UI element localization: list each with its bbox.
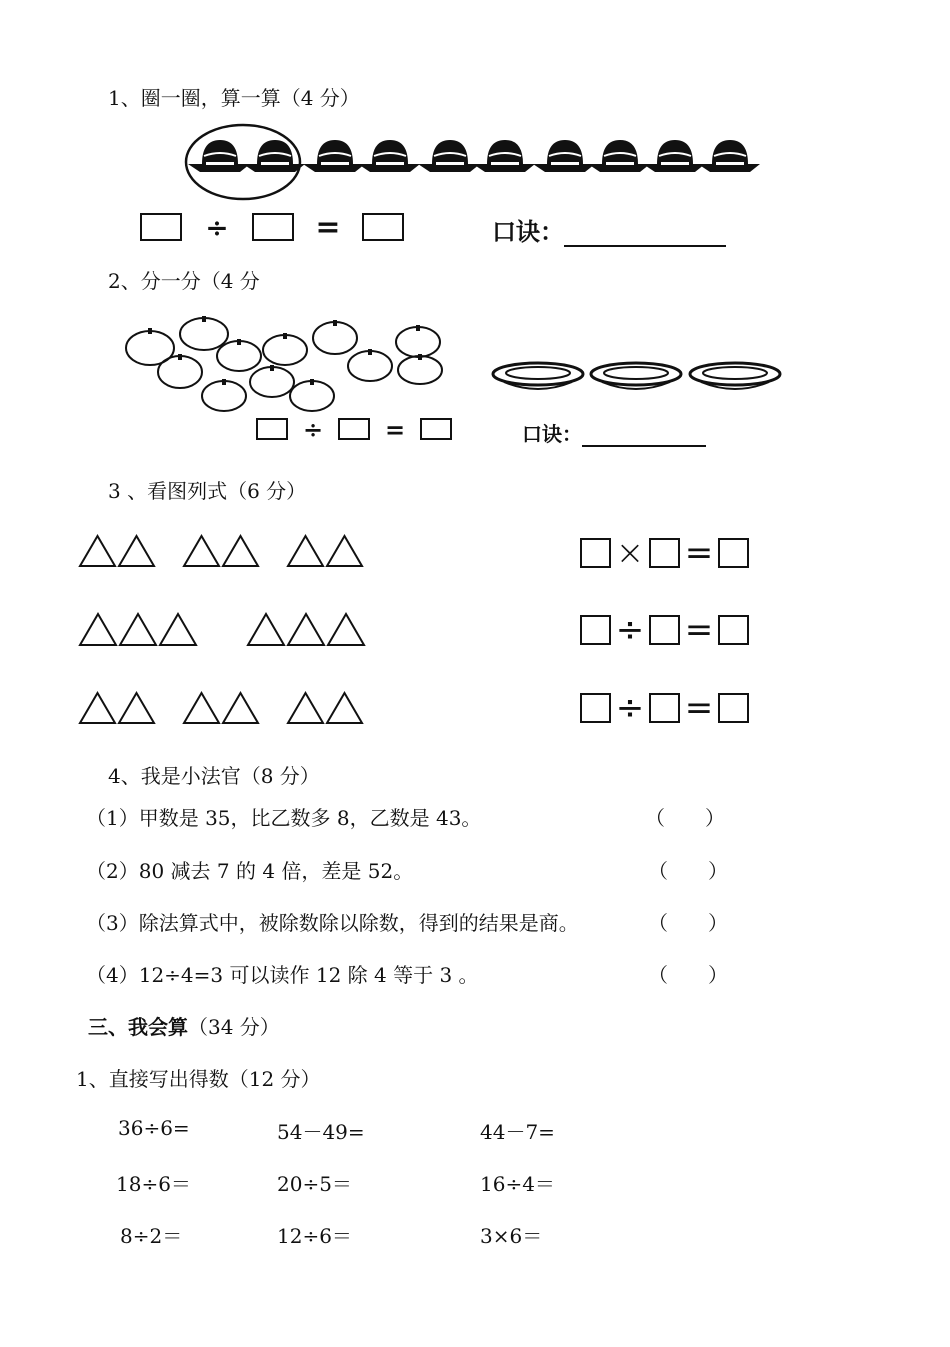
q1-koujue-label: 口诀： [492, 218, 564, 246]
calc-problem-r3c3: 3×6＝ [480, 1224, 543, 1248]
triangle-icon [158, 612, 198, 647]
triangle-icon [221, 691, 260, 725]
q2-koujue-blank[interactable] [582, 421, 706, 447]
triangle-icon [117, 534, 156, 568]
q3-eq2-equals-sign: = [684, 610, 714, 650]
q2-answer-box-3[interactable] [420, 418, 452, 440]
calc-problem-r2c1: 18÷6＝ [116, 1172, 191, 1196]
q2-koujue [522, 418, 706, 447]
calc-problem-r1c2: 54－49= [277, 1120, 365, 1144]
q4-statement-3: （3）除法算式中，被除数除以除数，得到的结果是商。 [86, 911, 579, 935]
triangle-group [78, 534, 156, 568]
q2-title: 2、分一分（4 分 [108, 269, 260, 293]
q3-eq3-divide-sign: ÷ [615, 688, 645, 728]
triangle-icon [78, 534, 117, 568]
triangle-group [182, 534, 260, 568]
section-3-title-bold: 三、我会算 [88, 1015, 188, 1039]
calc-problem-r3c2: 12÷6＝ [277, 1224, 352, 1248]
q4-answer-paren-2[interactable]: （ ） [648, 859, 728, 883]
triangle-group [78, 691, 156, 725]
q3-eq1-box-2[interactable] [649, 538, 680, 568]
q3-equation-2 [580, 610, 749, 650]
q1-koujue [492, 212, 726, 247]
triangle-icon [286, 691, 325, 725]
triangle-icon [182, 534, 221, 568]
triangle-icon [286, 612, 326, 647]
q2-apples-illustration [122, 316, 452, 416]
triangle-icon [221, 534, 260, 568]
q4-answer-paren-1[interactable]: （ ） [645, 806, 725, 830]
q3-eq3-equals-sign: = [684, 688, 714, 728]
q1-equation [140, 209, 404, 245]
triangle-icon [286, 534, 325, 568]
triangle-group [182, 691, 260, 725]
q4-answer-paren-4[interactable]: （ ） [648, 963, 728, 987]
q1-title: 1、圈一圈，算一算（4 分） [108, 86, 360, 110]
q1-answer-box-2[interactable] [252, 213, 294, 241]
q3-row-1-triangles [78, 534, 364, 568]
q1-divide-sign: ÷ [205, 210, 229, 244]
triangle-icon [325, 691, 364, 725]
triangle-group [78, 612, 198, 647]
triangle-group [286, 691, 364, 725]
triangle-icon [78, 691, 117, 725]
section-3-title [88, 1011, 280, 1040]
triangle-icon [325, 534, 364, 568]
q3-eq1-box-1[interactable] [580, 538, 611, 568]
q3-eq1-box-3[interactable] [718, 538, 749, 568]
q3-equation-3 [580, 688, 749, 728]
calc-problem-r3c1: 8÷2＝ [120, 1224, 183, 1248]
triangle-icon [182, 691, 221, 725]
q3-eq3-box-3[interactable] [718, 693, 749, 723]
triangle-group [246, 612, 366, 647]
q3-row-3-triangles [78, 691, 364, 725]
q4-title: 4、我是小法官（8 分） [108, 764, 320, 788]
q4-statement-2: （2）80 减去 7 的 4 倍，差是 52。 [86, 859, 414, 883]
q4-statement-1: （1）甲数是 35，比乙数多 8，乙数是 43。 [86, 806, 482, 830]
q3-eq2-box-2[interactable] [649, 615, 680, 645]
q3-eq2-divide-sign: ÷ [615, 610, 645, 650]
q3-title: 3 、看图列式（6 分） [108, 479, 307, 503]
q2-koujue-label: 口诀： [522, 422, 582, 446]
q1-answer-box-1[interactable] [140, 213, 182, 241]
q1-equals-sign: = [315, 209, 341, 245]
q1-koujue-blank[interactable] [564, 217, 726, 247]
triangle-icon [78, 612, 118, 647]
q1-hats-illustration [180, 122, 760, 202]
q3-equation-1 [580, 533, 749, 573]
q3-eq1-equals-sign: = [684, 533, 714, 573]
q4-answer-paren-3[interactable]: （ ） [648, 911, 728, 935]
q4-statement-4: （4）12÷4=3 可以读作 12 除 4 等于 3 。 [86, 963, 479, 987]
q2-divide-sign: ÷ [302, 414, 324, 444]
q2-equation [256, 414, 452, 444]
calc-problem-r2c2: 20÷5＝ [277, 1172, 352, 1196]
triangle-icon [326, 612, 366, 647]
q2-answer-box-2[interactable] [338, 418, 370, 440]
q3-eq2-box-1[interactable] [580, 615, 611, 645]
q3-row-2-triangles [78, 612, 366, 647]
q3-eq1-times-sign: × [615, 533, 645, 573]
q3-eq3-box-2[interactable] [649, 693, 680, 723]
section-3-sub-1-title: 1、直接写出得数（12 分） [76, 1067, 321, 1091]
q2-plates-illustration [490, 358, 790, 398]
section-3-title-score: （34 分） [188, 1015, 280, 1039]
triangle-icon [118, 612, 158, 647]
q1-answer-box-3[interactable] [362, 213, 404, 241]
triangle-group [286, 534, 364, 568]
triangle-icon [117, 691, 156, 725]
calc-problem-r1c1: 36÷6= [118, 1116, 190, 1140]
q2-answer-box-1[interactable] [256, 418, 288, 440]
calc-problem-r1c3: 44－7= [480, 1120, 555, 1144]
triangle-icon [246, 612, 286, 647]
calc-problem-r2c3: 16÷4＝ [480, 1172, 555, 1196]
q3-eq3-box-1[interactable] [580, 693, 611, 723]
q3-eq2-box-3[interactable] [718, 615, 749, 645]
q2-equals-sign: = [384, 414, 406, 444]
